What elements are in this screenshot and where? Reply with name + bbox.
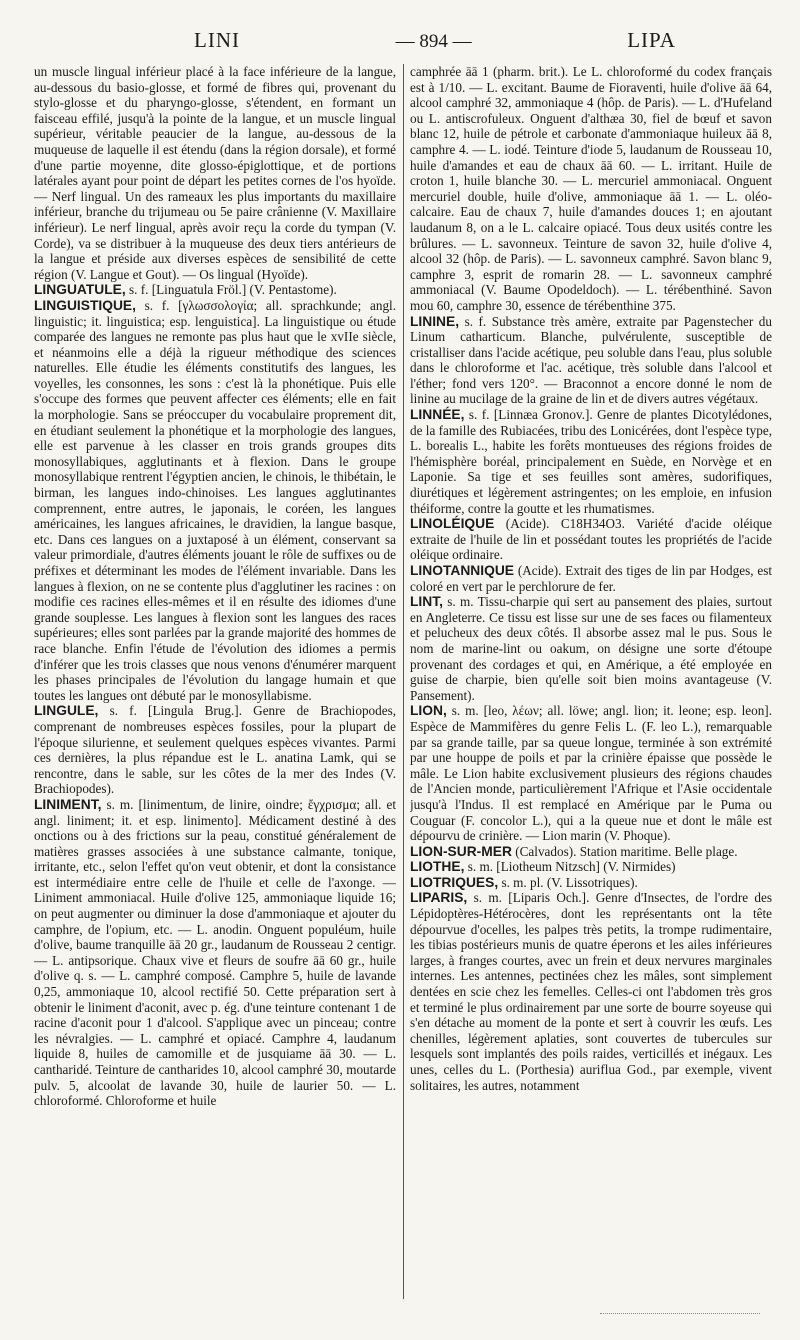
dictionary-entry xyxy=(410,844,772,860)
dictionary-entry xyxy=(410,875,772,891)
dictionary-entry xyxy=(410,64,772,314)
entry-headword: LINNÉE, xyxy=(410,407,465,423)
entry-text: s. f. [γλωσσολογία; all. sprachkunde; angl. linguistic; it. linguistica; esp. lenguistica]. La linguistique ou étude comparée des langues ne remonte pas plus haut que le xvIIe siècle, et néanmoins elle a déjà la rigueur méthodique des sciences naturelles. Elle étudie les éléments constitutifs des langues, les voyelles, les consonnes, les sons : c'est là la phonétique. Puis elle s'occupe des formes que peuvent affecter ces éléments; elle en fait la morphologie. Sans se préoccuper du vocabulaire proprement dit, en étudiant seulement la phonétique et la morphologie des langues, elle est parvenue à les classer en trois grands groupes dits monosyllabiques, agglutinants et à flexion. Dans le groupe monosyllabique rentrent l'égyptien ancien, le chinois, le thibétain, le birman, les langues indo-chinoises. Les langues agglutinantes comprennent, entre autres, le japonais, le coréen, les langues américaines, les langues africaines, le dravidien, la langue basque, etc. Dans ces langues on a juxtaposé à un élément, conservant sa valeur primordiale, d'autres éléments jouant le rôle de suffixes ou de préfixes et déterminant les modes de l'élément invariable. Dans les langues à flexion, on ne se contente plus d'agglutiner les racines : on modifie ces racines elles-mêmes et il en résulte des idiomes d'une grande souplesse. Les langues à flexion sont les langues des races supérieures; elles sont parlées par la grande majorité des hommes de race blanche. Enfin l'étude de l'évolution des idiomes a permis d'inférer que les trois classes que nous venons d'énumérer marquent les phases principales de l'évolution du langage humain et que toutes les langues ont débuté par le monosyllabisme. xyxy=(34,297,396,703)
entry-headword: LIOTRIQUES, xyxy=(410,874,499,890)
entry-headword: LINT, xyxy=(410,594,443,610)
left-column xyxy=(34,64,396,1314)
dictionary-entry xyxy=(410,703,772,843)
dictionary-entry xyxy=(410,563,772,594)
entry-text: (Acide). Extrait des tiges de lin par Hodges, est coloré en vert par le perchlorure de fer. xyxy=(410,563,772,594)
entry-text: s. m. pl. (V. Lissotriques). xyxy=(501,874,638,890)
dictionary-entry xyxy=(34,298,396,703)
dictionary-entry xyxy=(410,859,772,875)
dictionary-entry xyxy=(410,314,772,408)
dictionary-entry xyxy=(34,703,396,797)
entry-text: s. f. [Linguatula Fröl.] (V. Pentastome). xyxy=(129,282,337,298)
dictionary-entry xyxy=(410,890,772,1093)
entry-text: s. f. [Linnæa Gronov.]. Genre de plantes Dicotylédones, de la famille des Rubiacées, tribu des Lonicérées, dont l'espèce type, L. borealis L., habite les forêts montueuses des régions froides de l'hémisphère boréal, principalement en Suède, en Norvège et en Laponie. Sa tige et ses feuilles sont amères, sudorifiques, diurétiques et légèrement astringentes; on les emploie, en infusion théiforme, contre la goutte et les rhumatismes. xyxy=(410,407,772,516)
entry-headword: LIPARIS, xyxy=(410,890,468,906)
entry-text: s. f. [Lingula Brug.]. Genre de Brachiopodes, comprenant de nombreuses espèces fossiles, pour la plupart de l'époque silurienne, et seulement quelques espèces vivantes. Parmi ces dernières, la plus répandue est le L. anatina Lamk, qui se rencontre, dans le sable, sur les côtes de la mer des Indes (V. Brachiopodes). xyxy=(34,703,396,797)
entry-headword: LION, xyxy=(410,703,447,719)
entry-text: (Acide). C18H34O3. Variété d'acide oléique extraite de l'huile de lin et possédant toutes les propriétés de l'acide oléique ordinaire. xyxy=(410,516,772,563)
page-header xyxy=(34,28,772,60)
entry-text: s. f. Substance très amère, extraite par Pagenstecher du Linum catharticum. Blanche, pulvérulente, susceptible de cristalliser dans l'acide acétique, peu soluble dans l'eau, plus soluble dans le chloroforme et l'ac. acétique, très soluble dans l'alcool et l'éther; fond vers 120°. — Braconnot a encore donné le nom de linine au mucilage de la graine de lin et de divers autres végétaux. xyxy=(410,313,772,407)
entry-headword: LINGUISTIQUE, xyxy=(34,297,136,313)
page-number: — 894 — xyxy=(395,31,472,52)
entry-headword: LINOLÉIQUE xyxy=(410,516,495,532)
dictionary-entry xyxy=(410,407,772,516)
entry-text: s. m. [Liparis Och.]. Genre d'Insectes, de l'ordre des Lépidoptères-Hétérocères, dont les représentants ont la tête dépourvue d'ocelles, les palpes très petits, la trompe rudimentaire, les tibias postérieurs munis de quatre éperons et les ailes inférieures larges, à franges courtes, avec un frein et deux nervures marginales internes. Les antennes, pectinées chez les mâles, sont simplement dentées en scie chez les femelles. Celles-ci ont l'abdomen très gros et terminé le plus ordinairement par une sorte de bourre soyeuse qui s'en détache au moment de la ponte et sert à couvrir les œufs. Les chenilles, légèrement aplaties, sont couvertes de tubercules sur lesquels sont implantés des poils raides, verticillés et inégaux. Les unes, celles du L. (Porthesia) auriflua God., par exemple, vivent solitaires, les autres, notamment xyxy=(410,890,772,1093)
entry-text: s. m. [leo, λέων; all. löwe; angl. lion; it. leone; esp. leon]. Espèce de Mammifères du genre Felis L. (F. leo L.), remarquable par sa grande taille, par sa queue longue, terminée à son extrémité par une houppe de poils et par la crinière épaisse que possède le mâle. Le Lion habite exclusivement plusieurs des régions chaudes de l'Ancien monde, particulièrement l'Afrique et l'Asie occidentale jusqu'à l'Indus. Il est remplacé en Amérique par le Puma ou Couguar (F. concolor L.), qui a la queue nue et dont le mâle est dépourvu de crinière. — Lion marin (V. Phoque). xyxy=(410,703,772,844)
entry-headword: LININE, xyxy=(410,313,460,329)
entry-text: camphrée āā 1 (pharm. brit.). Le L. chloroformé du codex français est à 1/10. — L. excitant. Baume de Fioraventi, huile d'olive āā 64, alcool camphré 32, ammoniaque 4 (hôp. de Paris). — L. d'Hufeland ou L. antiscrofuleux. Onguent d'althæa 30, fiel de bœuf et savon blanc 12, huile de pétrole et carbonate d'ammoniaque huileux āā 8, camphre 4. — L. iodé. Teinture d'iode 5, laudanum de Rousseau 10, huile d'amandes et eau de chaux āā 60. — L. irritant. Huile de croton 1, huile blanche 30. — L. mercuriel ammoniacal. Onguent mercuriel double, huile d'olive, ammoniaque āā 1. — L. oléo-calcaire. Eau de chaux 7, huile d'amandes douces 1; en ajoutant laudanum 8, on a le L. calcaire opiacé. Tous deux usités contre les brûlures. — L. savonneux. Teinture de savon 32, huile d'olive 4, alcool 32 (hôp. de Paris). — L. savonneux camphré. Savon blanc 9, camphre 3, esprit de romarin 28. — L. savonneux camphré ammoniacal (V. Baume Opodeldoch). — L. térébenthiné. Savon mou 60, camphre 30, essence de térébenthine 375. xyxy=(410,64,772,313)
entry-text: un muscle lingual inférieur placé à la face inférieure de la langue, au-dessous du basio-glosse, et formé de fibres qui, provenant du stylo-glosse et du pharyngo-glosse, s'étendent, en formant un faisceau effilé, jusqu'à la pointe de la langue, et un muscle lingual supérieur, véritable peaucier de la langue, au-dessous de la muqueuse de laquelle il est étendu (dans la région dorsale), et formé d'une partie moyenne, dite glosso-épiglottique, et de portions latérales ayant pour point de départ les petites cornes de l'os hyoïde. — Nerf lingual. Un des rameaux les plus importants du maxillaire inférieur, branche du trijumeau ou 5e paire crânienne (V. Maxillaire inférieur). Le nerf lingual, après avoir reçu la corde du tympan (V. Corde), va se distribuer à la muqueuse des deux tiers antérieurs de la langue et préside aux diverses espèces de sensibilité de cette région (V. Langue et Gout). — Os lingual (Hyoïde). xyxy=(34,64,396,282)
entry-headword: LION-SUR-MER xyxy=(410,843,512,859)
entry-headword: LINOTANNIQUE xyxy=(410,563,514,578)
entry-headword: LINGULE, xyxy=(34,703,99,719)
footer-rule xyxy=(600,1313,760,1316)
right-column xyxy=(410,64,772,1314)
dictionary-entry xyxy=(34,282,396,298)
entry-text: s. m. [Liotheum Nitzsch] (V. Nirmides) xyxy=(467,859,676,875)
entry-headword: LINGUATULE, xyxy=(34,282,126,298)
header-left-word: LINI xyxy=(194,28,240,52)
dictionary-entry xyxy=(410,516,772,563)
entry-text: (Calvados). Station maritime. Belle plage. xyxy=(515,843,738,859)
dictionary-entry xyxy=(34,797,396,1109)
header-right-word: LIPA xyxy=(627,28,676,52)
text-columns xyxy=(34,64,772,1314)
entry-text: s. m. Tissu-charpie qui sert au pansement des plaies, surtout en Angleterre. Ce tissu est lisse sur une de ses faces ou filamenteux et pelucheux des deux côtés. Il absorbe assez mal le pus. Sous le nom de marine-lint ou oakum, on désigne une sorte d'étoupe provenant des cordages et qui, en Amérique, a été employée en guise de charpie, bien qu'elle soit bien moins avantageuse (V. Pansement). xyxy=(410,594,772,703)
dictionary-entry xyxy=(34,64,396,282)
entry-headword: LIOTHE, xyxy=(410,859,465,875)
dictionary-entry xyxy=(410,594,772,703)
entry-headword: LINIMENT, xyxy=(34,796,102,812)
entry-text: s. m. [linimentum, de linire, oindre; ἔγχρισμα; all. et angl. liniment; it. et esp. linimento]. Médicament destiné à des onctions ou à des frictions sur la peau, constitué généralement de matières grasses associées à une substance calmante, tonique, irritante, etc., selon l'effet qu'on veut obtenir, et dont la consistance est intermédiaire entre celle de l'huile et celle de l'axonge. — Liniment ammoniacal. Huile d'olive 125, ammoniaque liquide 16; on peut augmenter ou diminuer la dose d'ammoniaque et ajouter du camphre, de l'opium, etc. — L. anodin. Onguent populéum, huile d'olive, baume tranquille āā 20 gr., laudanum de Rousseau 2 centigr. — L. antipsorique. Chaux vive et fleurs de soufre āā 60 gr., huile d'olive q. s. — L. camphré composé. Camphre 5, huile de lavande 0,25, ammoniaque 10, alcool rectifié 50. Cette préparation sert à obtenir le liniment d'aconit, avec p. ég. d'une teinture contenant 1 de racine d'aconit pour 1 d'alcool. S'applique avec un pinceau; contre les névralgies. — L. camphré et opiacé. Camphre 4, laudanum liquide 8, huiles de camomille et de jusquiame āā 30. — L. cantharidé. Teinture de cantharides 10, alcool camphré 30, moutarde pulv. 5, alcoolat de lavande 30, huile de laurier 50. — L. chloroformé. Chloroforme et huile xyxy=(34,796,396,1109)
